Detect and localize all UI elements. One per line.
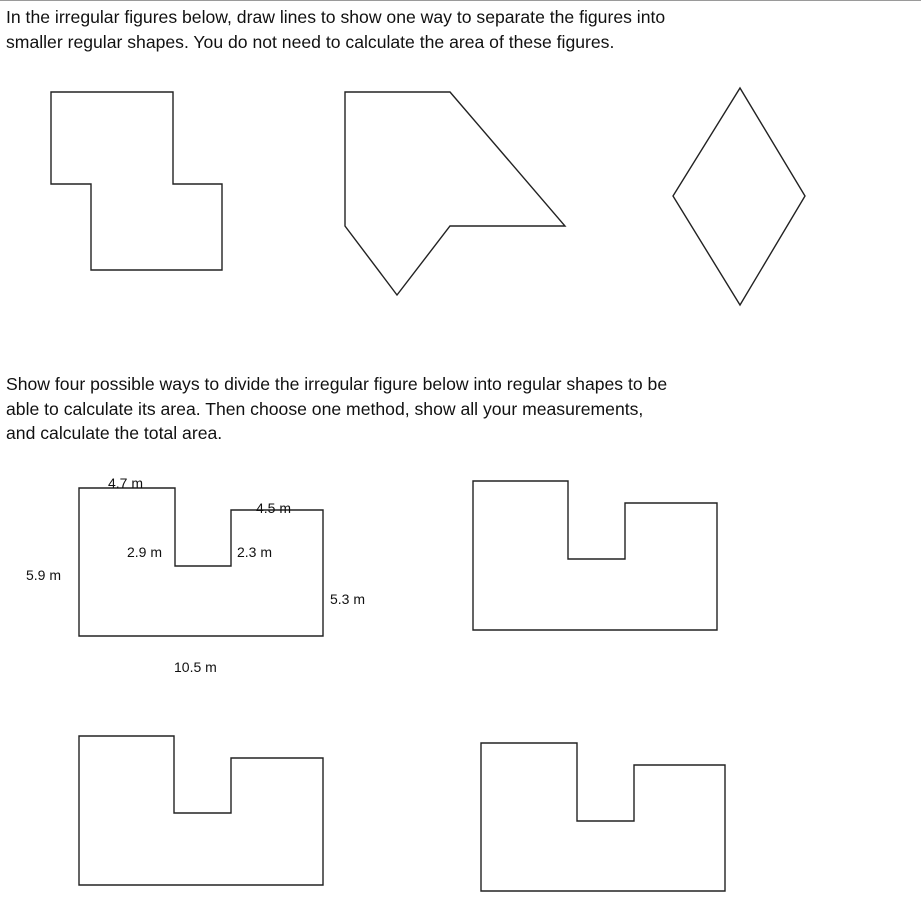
- arrow-shaped-figure: [345, 92, 565, 295]
- instruction-line: In the irregular figures below, draw lines to show one way to separate the figures into: [6, 7, 666, 27]
- dimension-left-height: 5.9 m: [26, 567, 62, 583]
- blank-u-shape-copy: [79, 736, 323, 885]
- blank-u-shape-copy: [473, 481, 717, 630]
- step-shaped-figure: [51, 92, 222, 270]
- rhombus-figure: [673, 88, 805, 305]
- dimension-top-left-width: 4.7 m: [108, 475, 144, 491]
- instruction-line: and calculate the total area.: [6, 423, 223, 443]
- dimension-right-height: 5.3 m: [330, 591, 366, 607]
- dimension-notch-left-depth: 2.9 m: [127, 544, 163, 560]
- instruction-line: able to calculate its area. Then choose one method, show all your measurements,: [6, 398, 644, 419]
- dimension-bottom-width: 10.5 m: [174, 659, 217, 675]
- dimension-top-right-width: 4.5 m: [256, 500, 292, 516]
- dimension-notch-right-depth: 2.3 m: [237, 544, 273, 560]
- instruction-line: smaller regular shapes. You do not need to calculate the area of these figures.: [6, 31, 615, 52]
- instruction-line: Show four possible ways to divide the irregular figure below into regular shapes to be: [6, 374, 668, 394]
- blank-u-shape-copy: [481, 743, 725, 891]
